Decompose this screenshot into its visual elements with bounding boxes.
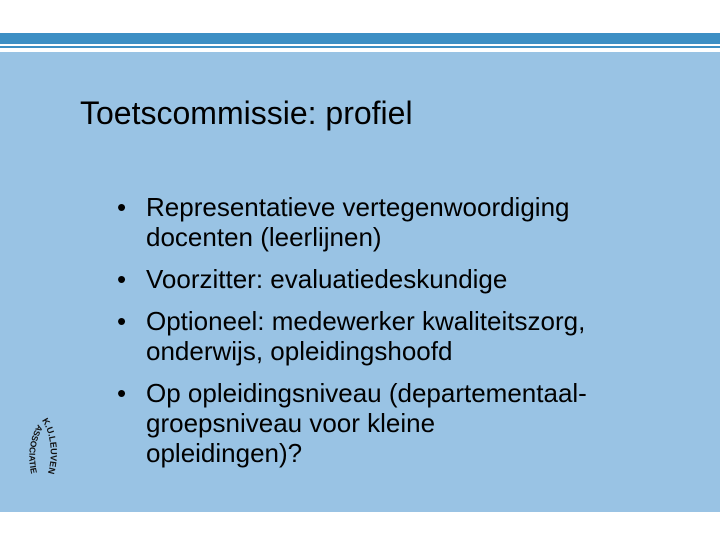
bullet-text-line: opleidingen)? (146, 438, 303, 468)
svg-text:ASSOCIATIE (27, 423, 45, 475)
bullet-list (112, 192, 702, 480)
bullet-dot-icon: • (117, 378, 127, 408)
bullet-item (112, 192, 702, 252)
bullet-dot-icon: • (117, 264, 127, 294)
bullet-text-line: Optioneel: medewerker kwaliteitszorg, (146, 306, 586, 336)
logo-text-left: ASSOCIATIE (27, 423, 46, 475)
bullet-item (112, 264, 702, 294)
bullet-dot-icon: • (117, 192, 127, 222)
bullet-text-line: docenten (leerlijnen) (146, 222, 382, 252)
bullet-text-line: onderwijs, opleidingshoofd (146, 336, 453, 366)
svg-text:K.U.LEUVEN (40, 416, 59, 475)
logo-text-right: K.U.LEUVEN (40, 416, 59, 476)
bullet-text-line: Voorzitter: evaluatiedeskundige (146, 264, 508, 294)
bullet-text-line: groepsniveau voor kleine (146, 408, 436, 438)
bullet-text-line: Op opleidingsniveau (departementaal- (146, 378, 587, 408)
bullet-item (112, 378, 702, 468)
slide-title: Toetscommissie: profiel (80, 95, 413, 131)
top-accent-bar (0, 33, 720, 44)
kuleuven-association-logo (10, 400, 70, 495)
bullet-text-line: Representatieve vertegenwoordiging (146, 192, 570, 222)
bullet-dot-icon: • (117, 306, 127, 336)
bullet-item (112, 306, 702, 366)
top-accent-line (0, 46, 720, 48)
